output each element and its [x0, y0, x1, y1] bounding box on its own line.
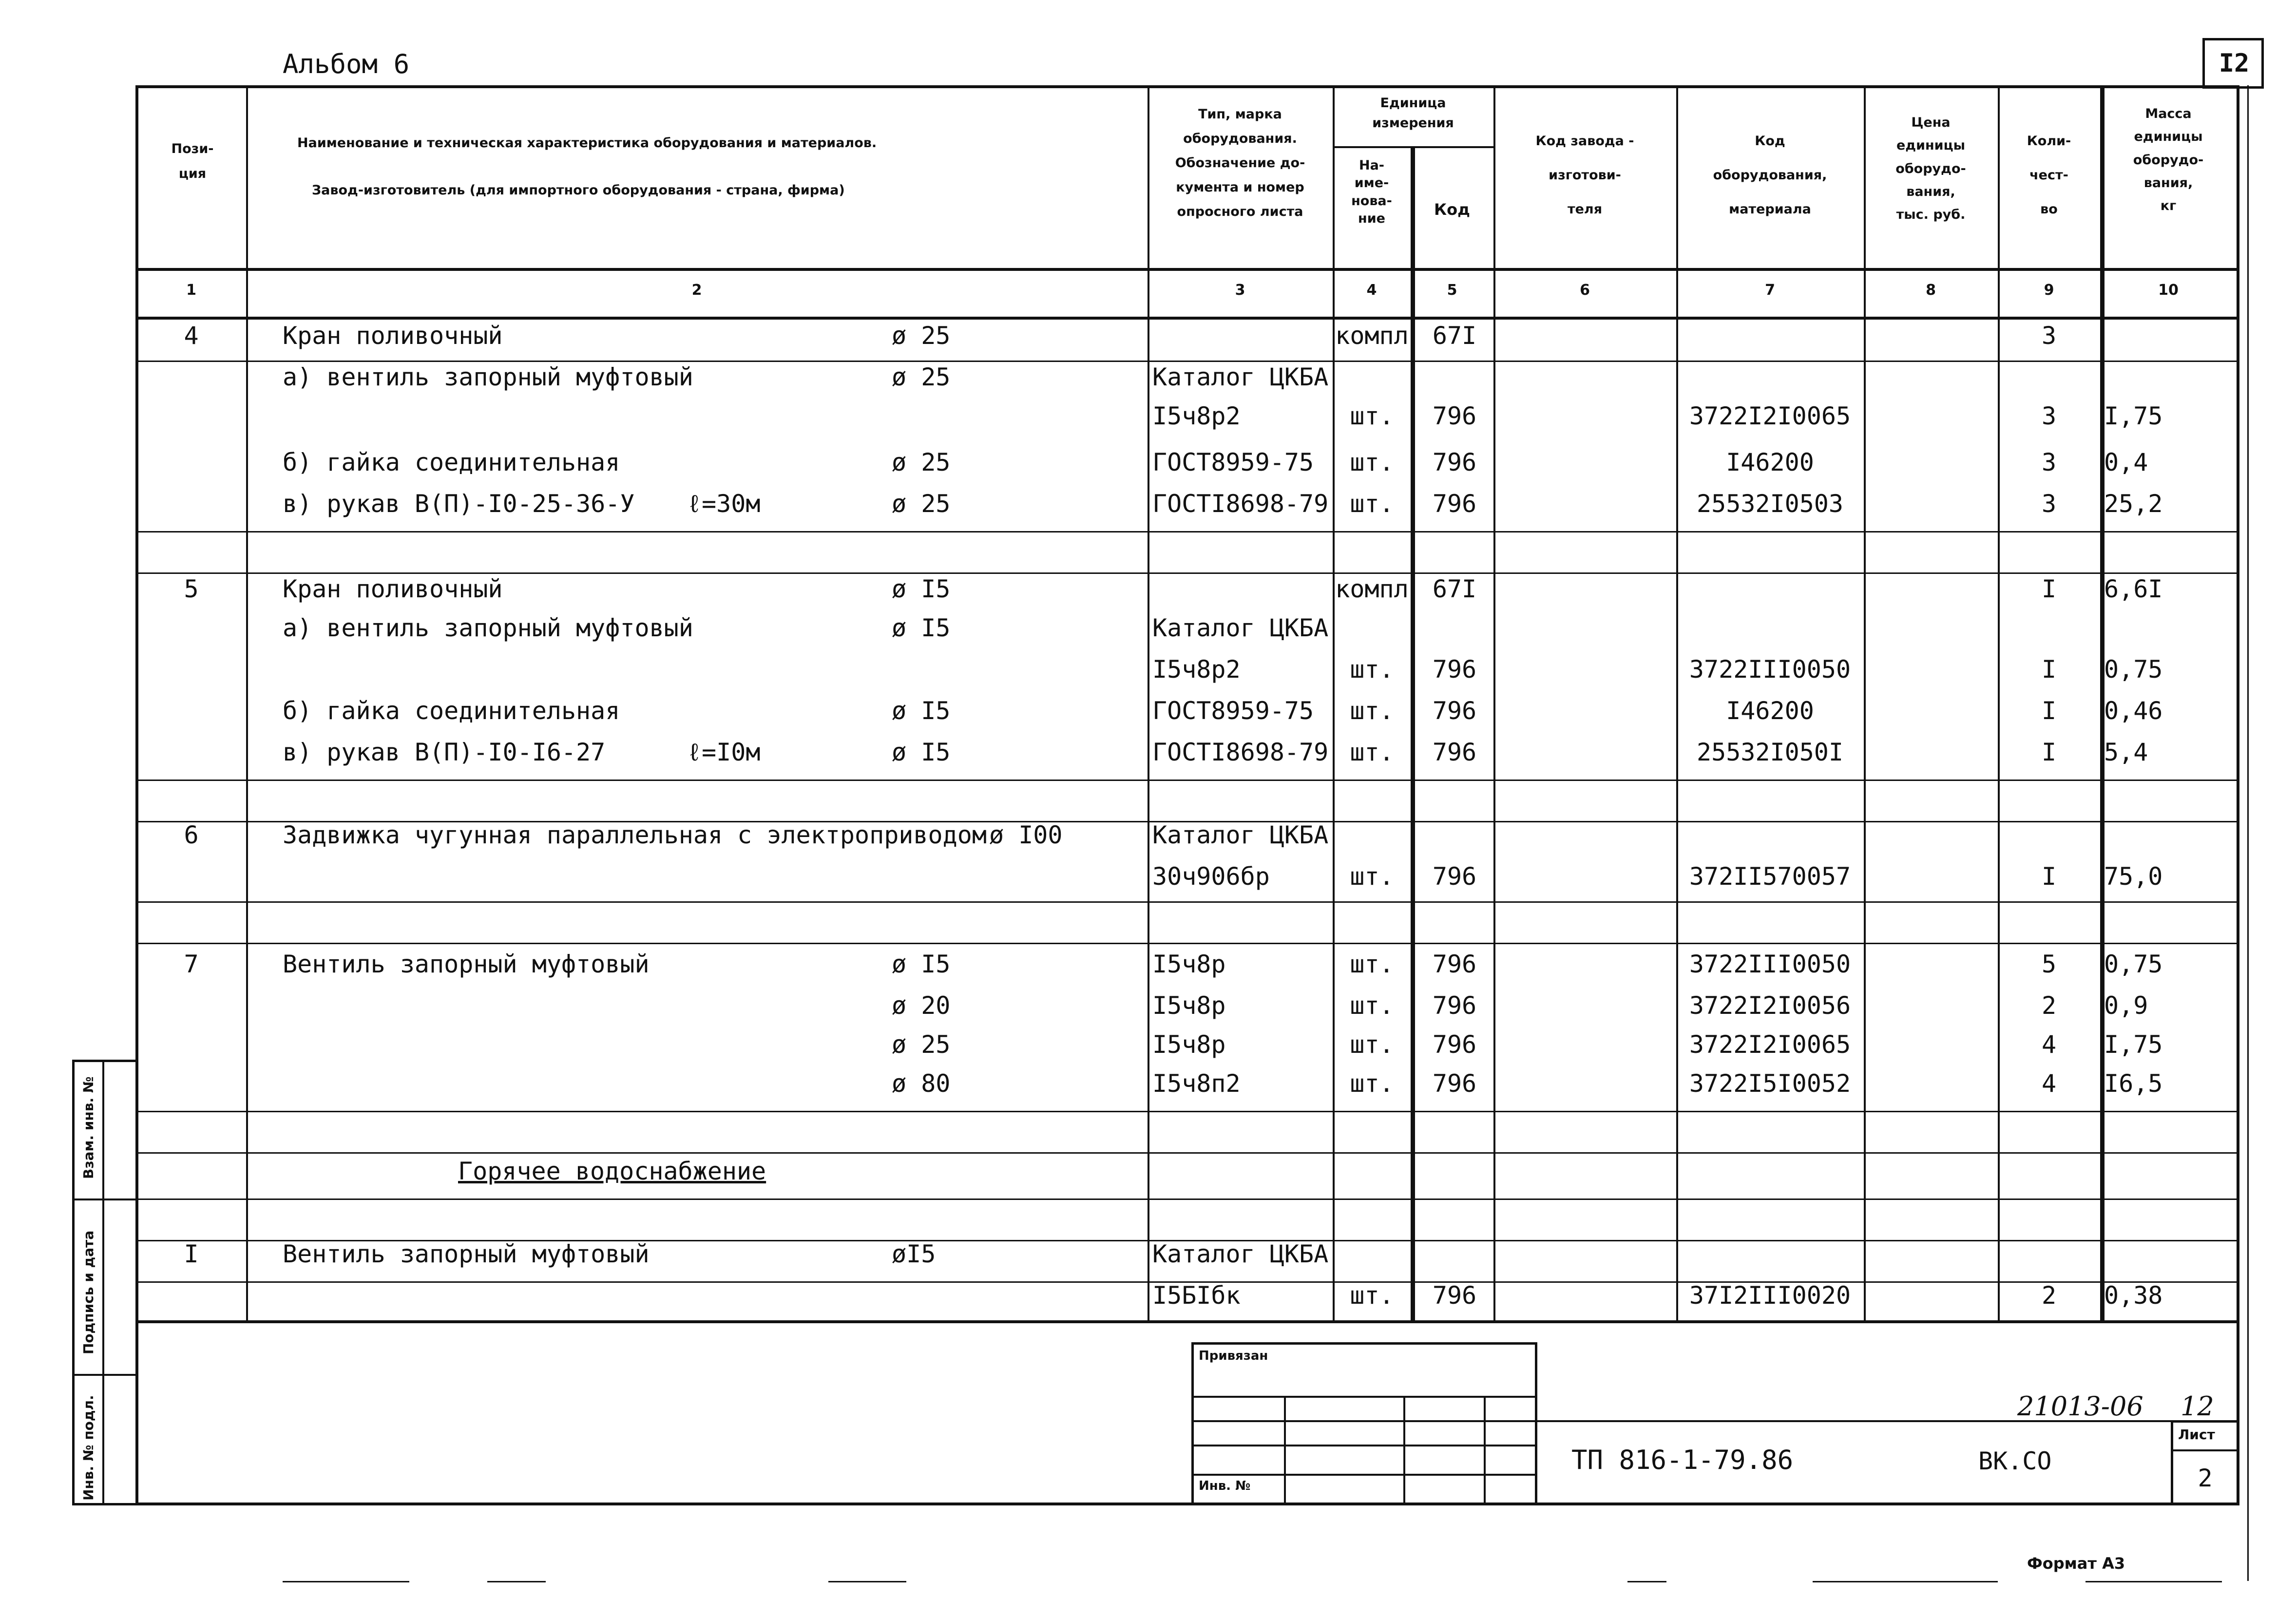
cell-diameter: ø I5 [892, 575, 951, 603]
cell-equipment-code: 3722I2I0065 [1689, 1030, 1851, 1059]
cell-diameter: ø I5 [892, 697, 951, 725]
binding-stamp-label: Привязан [1199, 1349, 1268, 1363]
cell-mass: 6,6I [2104, 575, 2163, 603]
row-divider [135, 572, 2239, 574]
cell-position: 7 [184, 950, 199, 978]
cell-equipment-code: 3722III0050 [1689, 655, 1851, 684]
cell-type: Каталог ЦКБА [1152, 821, 1329, 849]
cell-unit: шт. [1350, 402, 1394, 430]
cell-mass: 75,0 [2104, 862, 2163, 891]
cell-unit: шт. [1350, 738, 1394, 766]
cell-equipment-code: 3722I2I0056 [1689, 991, 1851, 1020]
cell-unit: шт. [1350, 991, 1394, 1020]
cell-mass: 25,2 [2104, 490, 2163, 518]
cell-quantity: 4 [2041, 1030, 2057, 1059]
document-mark: ВК.СО [1978, 1447, 2052, 1475]
sheet-label: Лист [2178, 1427, 2215, 1443]
cell-mass: 0,38 [2104, 1281, 2163, 1310]
header-factory-code: Код завода - изготови- теля [1535, 133, 1634, 217]
cell-diameter: ø I5 [892, 614, 951, 642]
cell-unit-code: 796 [1432, 950, 1477, 978]
cell-position: 4 [184, 322, 199, 350]
cell-position: I [184, 1240, 199, 1268]
cell-unit: шт. [1350, 448, 1394, 476]
header-mass: Масса единицы оборудо- вания, кг [2133, 106, 2204, 213]
page-number: I2 [2219, 49, 2250, 78]
row-divider [135, 1111, 2239, 1112]
side-stamp-label-3: Инв. № подл. [80, 1395, 96, 1501]
cell-type: Каталог ЦКБА [1152, 1240, 1329, 1268]
cell-quantity: 5 [2041, 950, 2057, 978]
cell-unit-code: 796 [1432, 402, 1477, 430]
cell-mass: I,75 [2104, 402, 2163, 430]
cell-name: Кран поливочный [283, 575, 503, 603]
cell-position: 5 [184, 575, 199, 603]
cell-unit-code: 796 [1432, 1281, 1477, 1310]
cell-quantity: 2 [2041, 991, 2057, 1020]
cell-unit-code: 796 [1432, 862, 1477, 891]
row-divider [135, 780, 2239, 781]
cell-unit-code: 67I [1432, 575, 1477, 603]
cell-quantity: I [2041, 697, 2057, 725]
cell-type: Каталог ЦКБА [1152, 363, 1329, 391]
header-price: Цена единицы оборудо- вания, тыс. руб. [1895, 115, 1966, 222]
cell-unit-code: 796 [1432, 991, 1477, 1020]
cell-quantity: 3 [2041, 322, 2057, 350]
cell-diameter: øI5 [892, 1240, 936, 1268]
cell-unit: шт. [1350, 490, 1394, 518]
cell-diameter: ø 25 [892, 490, 951, 518]
cell-unit: шт. [1350, 862, 1394, 891]
cell-unit: шт. [1350, 1069, 1394, 1098]
cell-unit: шт. [1350, 697, 1394, 725]
cell-mass: 0,9 [2104, 991, 2148, 1020]
cell-unit-code: 67I [1432, 322, 1477, 350]
column-number-8: 8 [1926, 282, 1936, 299]
header-unit-code: Код [1434, 200, 1470, 219]
cell-unit-code: 796 [1432, 448, 1477, 476]
cell-mass: I,75 [2104, 1030, 2163, 1059]
cell-unit: шт. [1350, 655, 1394, 684]
cell-unit-code: 796 [1432, 738, 1477, 766]
row-divider [135, 901, 2239, 903]
cell-mass: 5,4 [2104, 738, 2148, 766]
cell-name: а) вентиль запорный муфтовый [283, 363, 693, 391]
cell-unit: шт. [1350, 950, 1394, 978]
sheet-number: 2 [2198, 1464, 2213, 1492]
cell-mass: 0,4 [2104, 448, 2148, 476]
header-position: Пози- ция [171, 141, 214, 182]
cell-type: Каталог ЦКБА [1152, 614, 1329, 642]
format-label: Формат А3 [2027, 1554, 2125, 1573]
cell-diameter: ø I5 [892, 738, 951, 766]
column-number-7: 7 [1765, 282, 1775, 299]
cell-name: а) вентиль запорный муфтовый [283, 614, 693, 642]
cell-diameter: ø I00 [989, 821, 1063, 849]
archive-number: 21013-06 [2017, 1391, 2143, 1422]
header-quantity: Коли- чест- во [2027, 133, 2071, 217]
cell-type: I5БIбк [1152, 1281, 1241, 1310]
cell-diameter: ø I5 [892, 950, 951, 978]
row-divider [135, 943, 2239, 944]
column-number-1: 1 [186, 282, 196, 299]
cell-type: ГОСТI8698-79 [1152, 490, 1329, 518]
column-number-4: 4 [1366, 282, 1377, 299]
archive-sheet: 12 [2181, 1391, 2214, 1422]
cell-type: I5ч8р [1152, 991, 1226, 1020]
cell-diameter: ø 25 [892, 448, 951, 476]
column-number-2: 2 [691, 282, 702, 299]
cell-mass: 0,46 [2104, 697, 2163, 725]
header-unit: Единица измерения [1372, 95, 1454, 131]
cell-quantity: 3 [2041, 448, 2057, 476]
cell-type: I5ч8п2 [1152, 1069, 1241, 1098]
cell-name: Кран поливочный [283, 322, 503, 350]
cell-equipment-code: 37I2III0020 [1689, 1281, 1851, 1310]
cell-equipment-code: 3722I2I0065 [1689, 402, 1851, 430]
cell-type: ГОСТ8959-75 [1152, 697, 1314, 725]
cell-type: I5ч8р [1152, 1030, 1226, 1059]
cell-unit: компл [1335, 322, 1409, 350]
cell-mass: I6,5 [2104, 1069, 2163, 1098]
cell-name: Задвижка чугунная параллельная с электроприводом [283, 821, 987, 849]
column-number-5: 5 [1447, 282, 1457, 299]
cell-equipment-code: 372II570057 [1689, 862, 1851, 891]
row-divider [135, 531, 2239, 533]
cell-quantity: I [2041, 575, 2057, 603]
cell-quantity: 3 [2041, 490, 2057, 518]
cell-quantity: I [2041, 738, 2057, 766]
cell-diameter: ø 25 [892, 363, 951, 391]
row-divider [135, 361, 2239, 362]
cell-name: в) рукав В(П)-I0-25-36-У [283, 490, 635, 518]
cell-position: 6 [184, 821, 199, 849]
cell-quantity: 4 [2041, 1069, 2057, 1098]
side-stamp-label-2: Подпись и дата [80, 1230, 96, 1354]
cell-unit-code: 796 [1432, 1030, 1477, 1059]
cell-equipment-code: I46200 [1726, 448, 1814, 476]
album-title: Альбом 6 [283, 49, 410, 79]
header-unit-name: На- име- нова- ние [1351, 158, 1392, 227]
cell-type: I5ч8р2 [1152, 402, 1241, 430]
cell-type: ГОСТI8698-79 [1152, 738, 1329, 766]
cell-type: I5ч8р [1152, 950, 1226, 978]
cell-quantity: I [2041, 655, 2057, 684]
cell-unit: шт. [1350, 1281, 1394, 1310]
cell-length: ℓ=30м [687, 490, 761, 518]
row-divider [135, 1152, 2239, 1154]
cell-diameter: ø 25 [892, 1030, 951, 1059]
cell-diameter: ø 80 [892, 1069, 951, 1098]
cell-equipment-code: 25532I0503 [1696, 490, 1844, 518]
cell-length: ℓ=I0м [687, 738, 761, 766]
cell-type: I5ч8р2 [1152, 655, 1241, 684]
header-name-line1: Наименование и техническая характеристика оборудования и материалов. [297, 135, 877, 151]
document-code: ТП 816-1-79.86 [1571, 1445, 1794, 1475]
column-number-6: 6 [1580, 282, 1590, 299]
side-stamp-label-1: Взам. инв. № [80, 1076, 96, 1179]
cell-mass: 0,75 [2104, 655, 2163, 684]
cell-diameter: ø 20 [892, 991, 951, 1020]
cell-type: 30ч906бр [1152, 862, 1270, 891]
header-equipment-code: Код оборудования, материала [1713, 133, 1827, 217]
cell-quantity: I [2041, 862, 2057, 891]
column-number-10: 10 [2158, 282, 2179, 299]
inventory-number-label: Инв. № [1199, 1479, 1251, 1493]
cell-equipment-code: 25532I050I [1696, 738, 1844, 766]
cell-equipment-code: 3722III0050 [1689, 950, 1851, 978]
cell-name: б) гайка соединительная [283, 697, 620, 725]
cell-name: в) рукав В(П)-I0-I6-27 [283, 738, 606, 766]
cell-type: ГОСТ8959-75 [1152, 448, 1314, 476]
cell-name: Горячее водоснабжение [458, 1157, 766, 1185]
cell-quantity: 2 [2041, 1281, 2057, 1310]
cell-name: Вентиль запорный муфтовый [283, 950, 650, 978]
cell-unit-code: 796 [1432, 1069, 1477, 1098]
cell-quantity: 3 [2041, 402, 2057, 430]
cell-diameter: ø 25 [892, 322, 951, 350]
column-number-9: 9 [2044, 282, 2054, 299]
cell-unit-code: 796 [1432, 490, 1477, 518]
row-divider [135, 1198, 2239, 1200]
cell-unit: компл [1335, 575, 1409, 603]
cell-unit: шт. [1350, 1030, 1394, 1059]
cell-unit-code: 796 [1432, 655, 1477, 684]
cell-mass: 0,75 [2104, 950, 2163, 978]
cell-equipment-code: 3722I5I0052 [1689, 1069, 1851, 1098]
column-number-3: 3 [1235, 282, 1245, 299]
header-name-line2: Завод-изготовитель (для импортного оборудования - страна, фирма) [312, 183, 845, 198]
header-type: Тип, марка оборудования. Обозначение до- кумента и номер опросного листа [1175, 107, 1305, 219]
cell-unit-code: 796 [1432, 697, 1477, 725]
cell-name: б) гайка соединительная [283, 448, 620, 476]
cell-equipment-code: I46200 [1726, 697, 1814, 725]
cell-name: Вентиль запорный муфтовый [283, 1240, 650, 1268]
